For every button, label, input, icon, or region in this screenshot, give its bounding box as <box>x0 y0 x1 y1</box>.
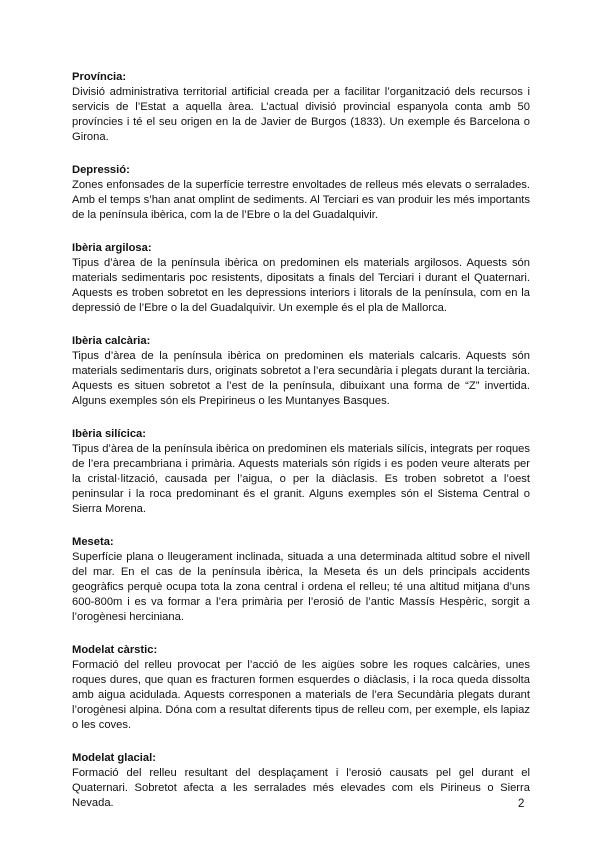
glossary-term: Meseta: <box>72 536 114 548</box>
glossary-definition: Tipus d’àrea de la península ibèrica on predominen els materials argilosos. Aquests són materials sedimentaris poc resistents, dipositats a finals del Terciari i durant el Quaternari. Aquests es troben sobretot en les depressions interiors i litorals de la península, com en la depressió de l’Ebre o la del Guadalquivir. Un exemple és el pla de Mallorca. <box>72 257 530 314</box>
glossary-definition: Tipus d’àrea de la península ibèrica on predominen els materials calcaris. Aquests són materials sedimentaris durs, originats sobretot a l’era secundària i plegats durant la terciària. Aquests es situen sobretot a l’est de la península, dibuixant una forma de “Z” invertida. Alguns exemples són els Prepirineus o les Muntanyes Basques. <box>72 350 530 407</box>
page-number: 2 <box>518 798 525 810</box>
glossary-entry-iberia-calcaria <box>72 334 530 409</box>
glossary-definition: Zones enfonsades de la superfície terrestre envoltades de relleus més elevats o serralades. Amb el temps s’han anat omplint de sediments. Al Terciari es van produir les més importants de la península ibèrica, com la de l’Ebre o la del Guadalquivir. <box>72 179 530 221</box>
glossary-term: Ibèria argilosa: <box>72 242 152 254</box>
glossary-definition: Divisió administrativa territorial artificial creada per a facilitar l’organització dels recursos i servicis de l’Estat a aquella àrea. L’actual divisió provincial espanyola conta amb 50 províncies i té el seu origen en la de Javier de Burgos (1833). Un exemple és Barcelona o Girona. <box>72 86 530 143</box>
glossary-term: Ibèria calcària: <box>72 335 151 347</box>
glossary-entry-modelat-glacial <box>72 751 530 811</box>
glossary-term: Província: <box>72 71 127 83</box>
glossary-entry-iberia-argilosa <box>72 241 530 316</box>
glossary-definition: Tipus d’àrea de la península ibèrica on predominen els materials silícis, integrats per roques de l’era precambriana i primària. Aquests materials són rígids i es poden veure alterats per la cristal·lització, causada per l’aigua, o per la diàclasis. Es troben sobretot a l’oest peninsular i la roca predominant és el granit. Alguns exemples són el Sistema Central o Sierra Morena. <box>72 443 530 515</box>
glossary-definition: Formació del relleu provocat per l’acció de les aigües sobre les roques calcàries, unes roques dures, que quan es fracturen formen esquerdes o diàclasis, i la roca queda dissolta amb aigua acidulada. Aquests corresponen a materials de l’era Secundària plegats durant l’orogènesi alpina. Dóna com a resultat diferents tipus de relleu com, per exemple, els lapiaz o les coves. <box>72 659 530 731</box>
glossary-entry-depressio <box>72 163 530 223</box>
glossary-definition: Formació del relleu resultant del desplaçament i l’erosió causats pel gel durant el Quaternari. Sobretot afecta a les serralades més elevades com els Pirineus o Sierra Nevada. <box>72 767 530 809</box>
glossary-entry-iberia-silicica <box>72 427 530 517</box>
glossary-entry-meseta <box>72 535 530 625</box>
glossary-definition: Superfície plana o lleugerament inclinada, situada a una determinada altitud sobre el nivell del mar. En el cas de la península ibèrica, la Meseta és un dels principals accidents geogràfics perquè ocupa tota la zona central i ordena el relleu; té una altitud mitjana d’uns 600-800m i es va formar a l’era primària per l’erosió de l’antic Massís Hespèric, sorgit a l’orogènesi herciniana. <box>72 551 530 623</box>
document-page <box>72 70 530 829</box>
glossary-term: Modelat càrstic: <box>72 644 158 656</box>
glossary-entry-modelat-carstic <box>72 643 530 733</box>
glossary-term: Modelat glacial: <box>72 752 156 764</box>
glossary-entry-provincia <box>72 70 530 145</box>
glossary-term: Depressió: <box>72 164 130 176</box>
glossary-term: Ibèria silícica: <box>72 428 147 440</box>
